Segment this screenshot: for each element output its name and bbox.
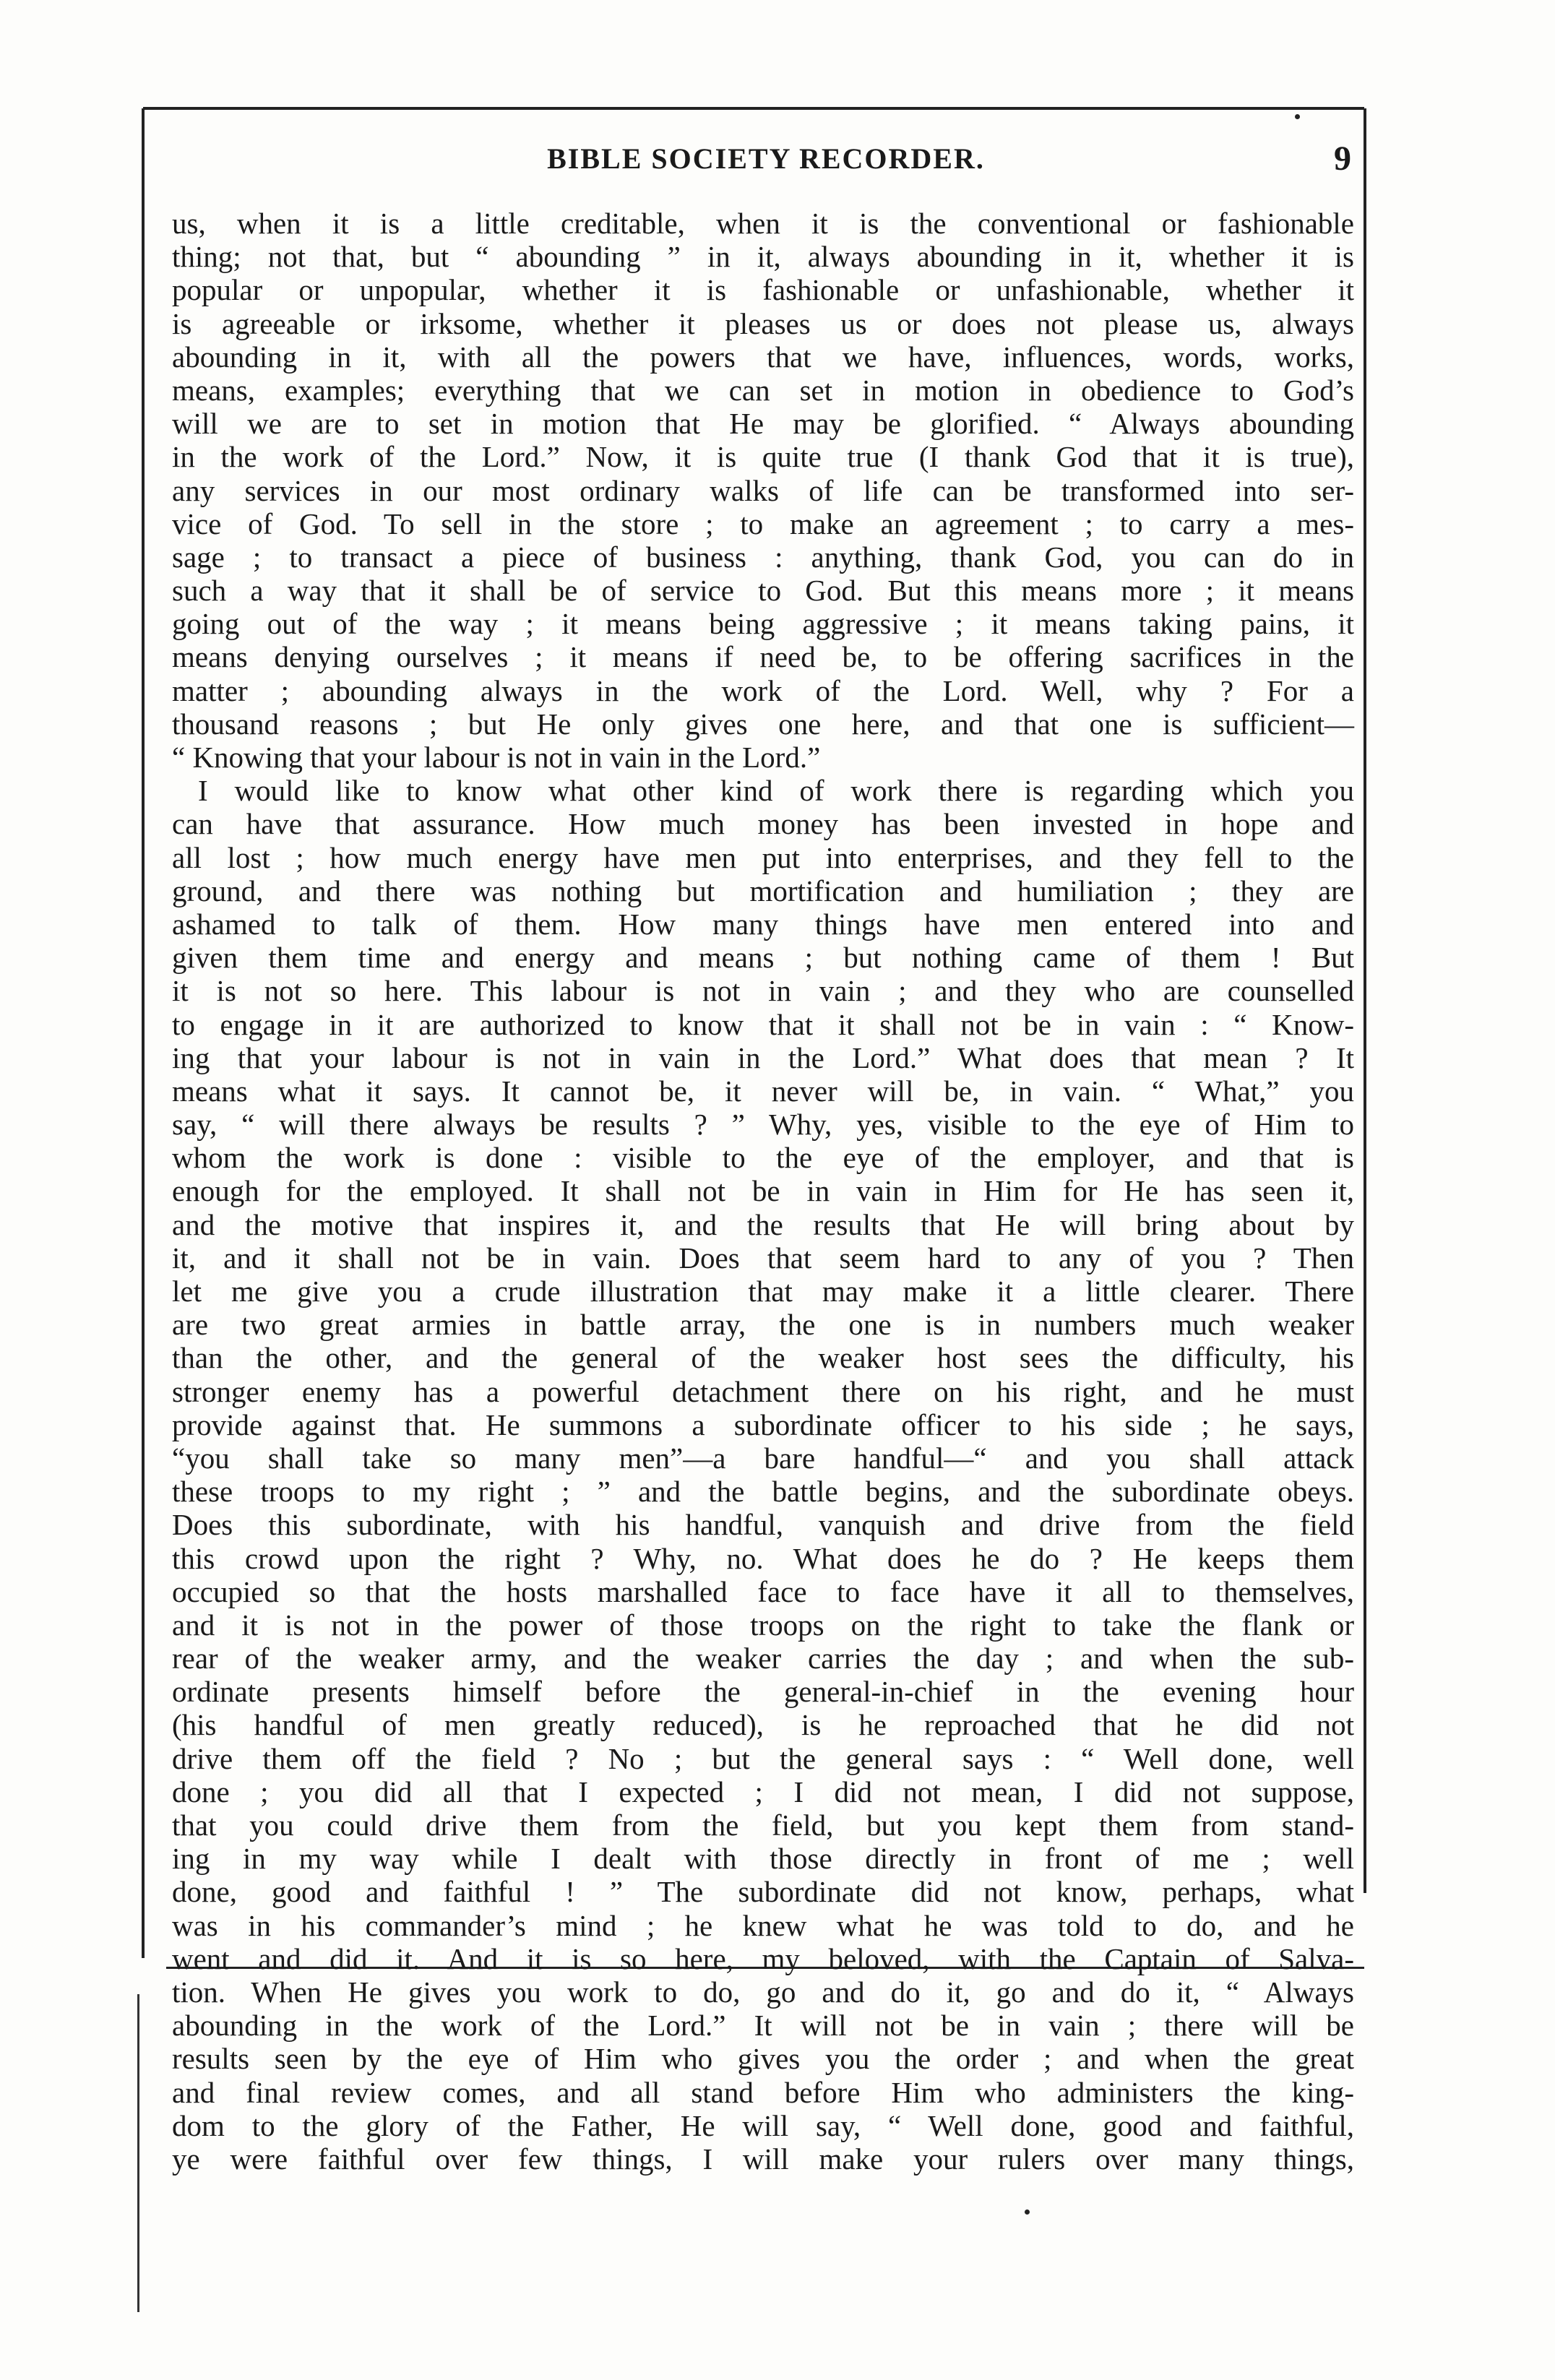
text-line: means, examples; everything that we can set in motion in obedience to God’s bbox=[172, 373, 1354, 407]
text-line: ground, and there was nothing but mortification and humiliation ; they are bbox=[172, 874, 1354, 907]
text-line: I would like to know what other kind of work there is regarding which you bbox=[198, 774, 1354, 808]
text-line: are two great armies in battle array, the one is in numbers much weaker bbox=[172, 1308, 1354, 1342]
text-line: us, when it is a little creditable, when it is the conventional or fashionable bbox=[172, 207, 1354, 240]
text-line: ashamed to talk of them. How many things have men entered into and bbox=[172, 907, 1354, 941]
text-line: this crowd upon the right ? Why, no. What does he do ? He keeps them bbox=[172, 1541, 1354, 1575]
text-line: Does this subordinate, with his handful, vanquish and drive from the field bbox=[172, 1508, 1354, 1542]
text-line: whom the work is done : visible to the eye of the employer, and that is bbox=[172, 1141, 1354, 1175]
article-body bbox=[172, 207, 1354, 2176]
text-line: any services in our most ordinary walks of life can be transformed into ser- bbox=[172, 473, 1354, 507]
text-line: it is not so here. This labour is not in vain ; and they who are counselled bbox=[172, 974, 1354, 1008]
text-line: given them time and energy and means ; but nothing came of them ! But bbox=[172, 941, 1354, 975]
text-line: that you could drive them from the field, but you kept them from stand- bbox=[172, 1808, 1354, 1842]
text-line: let me give you a crude illustration that may make it a little clearer. There bbox=[172, 1275, 1354, 1308]
text-line: enough for the employed. It shall not be in vain in Him for He has seen it, bbox=[172, 1174, 1354, 1208]
text-line: means what it says. It cannot be, it never will be, in vain. “ What,” you bbox=[172, 1074, 1354, 1108]
text-line: rear of the weaker army, and the weaker carries the day ; and when the sub- bbox=[172, 1642, 1354, 1676]
text-line: “you shall take so many men”—a bare handful—“ and you shall attack bbox=[172, 1441, 1354, 1475]
text-line: going out of the way ; it means being aggressive ; it means taking pains, it bbox=[172, 607, 1354, 641]
text-line: means denying ourselves ; it means if need be, to be offering sacrifices in the bbox=[172, 640, 1354, 674]
text-line: such a way that it shall be of service to God. But this means more ; it means bbox=[172, 574, 1354, 608]
left-rule bbox=[142, 108, 145, 1958]
ink-speck bbox=[1025, 2209, 1030, 2215]
text-line: sage ; to transact a piece of business : anything, thank God, you can do in bbox=[172, 540, 1354, 574]
text-line: “ Knowing that your labour is not in vain in the Lord.” bbox=[172, 741, 821, 774]
text-line: in the work of the Lord.” Now, it is quite true (I thank God that it is true), bbox=[172, 440, 1354, 474]
text-line: can have that assurance. How much money has been invested in hope and bbox=[172, 807, 1354, 841]
text-line: tion. When He gives you work to do, go and do it, go and do it, “ Always bbox=[172, 1975, 1354, 2009]
text-line: abounding in the work of the Lord.” It will not be in vain ; there will be bbox=[172, 2009, 1354, 2043]
text-line: and the motive that inspires it, and the results that He will bring about by bbox=[172, 1207, 1354, 1241]
text-line: done, good and faithful ! ” The subordinate did not know, perhaps, what bbox=[172, 1875, 1354, 1909]
text-line: dom to the glory of the Father, He will say, “ Well done, good and faithful, bbox=[172, 2108, 1354, 2142]
text-line: ye were faithful over few things, I will make your rulers over many things, bbox=[172, 2142, 1354, 2176]
text-line: vice of God. To sell in the store ; to make an agreement ; to carry a mes- bbox=[172, 506, 1354, 540]
text-line: all lost ; how much energy have men put into enterprises, and they fell to the bbox=[172, 840, 1354, 874]
text-line: say, “ will there always be results ? ” Why, yes, visible to the eye of Him to bbox=[172, 1108, 1354, 1142]
text-line: abounding in it, with all the powers that we have, influences, words, works, bbox=[172, 340, 1354, 374]
text-line: to engage in it are authorized to know that it shall not be in vain : “ Know- bbox=[172, 1007, 1354, 1041]
text-line: thing; not that, but “ abounding ” in it, always abounding in it, whether it is bbox=[172, 240, 1354, 274]
text-line: ordinate presents himself before the general-in-chief in the evening hour bbox=[172, 1675, 1354, 1709]
text-line: will we are to set in motion that He may be glorified. “ Always abounding bbox=[172, 407, 1354, 441]
text-line: done ; you did all that I expected ; I did not mean, I did not suppose, bbox=[172, 1775, 1354, 1808]
text-line: ing that your labour is not in vain in the Lord.” What does that mean ? It bbox=[172, 1040, 1354, 1074]
text-line: stronger enemy has a powerful detachment there on his right, and he must bbox=[172, 1374, 1354, 1408]
ink-speck bbox=[1295, 114, 1300, 119]
text-line: thousand reasons ; but He only gives one here, and that one is sufficient— bbox=[172, 707, 1354, 741]
text-line: occupied so that the hosts marshalled face to face have it all to themselves, bbox=[172, 1574, 1354, 1608]
text-line: was in his commander’s mind ; he knew what he was told to do, and he bbox=[172, 1908, 1354, 1942]
text-line: than the other, and the general of the weaker host sees the difficulty, his bbox=[172, 1341, 1354, 1375]
text-line: is agreeable or irksome, whether it pleases us or does not please us, always bbox=[172, 306, 1354, 340]
text-line: and it is not in the power of those troops on the right to take the flank or bbox=[172, 1608, 1354, 1642]
text-line: popular or unpopular, whether it is fashionable or unfashionable, whether it bbox=[172, 273, 1354, 307]
top-rule bbox=[143, 107, 1364, 110]
text-line: these troops to my right ; ” and the battle begins, and the subordinate obeys. bbox=[172, 1475, 1354, 1509]
text-line: (his handful of men greatly reduced), is he reproached that he did not bbox=[172, 1708, 1354, 1742]
text-line: results seen by the eye of Him who gives you the order ; and when the great bbox=[172, 2042, 1354, 2076]
left-rule-lower bbox=[137, 1994, 139, 2312]
page-number: 9 bbox=[1334, 139, 1351, 178]
right-rule bbox=[1364, 108, 1366, 1893]
page-header bbox=[166, 139, 1366, 185]
running-head: BIBLE SOCIETY RECORDER. bbox=[547, 142, 985, 175]
text-line: drive them off the field ? No ; but the general says : “ Well done, well bbox=[172, 1741, 1354, 1775]
text-line: went and did it. And it is so here, my beloved, with the Captain of Salva- bbox=[172, 1941, 1354, 1975]
text-line: it, and it shall not be in vain. Does that seem hard to any of you ? Then bbox=[172, 1241, 1354, 1275]
text-line: and final review comes, and all stand before Him who administers the king- bbox=[172, 2075, 1354, 2109]
text-line: matter ; abounding always in the work of the Lord. Well, why ? For a bbox=[172, 673, 1354, 707]
text-line: provide against that. He summons a subordinate officer to his side ; he says, bbox=[172, 1407, 1354, 1441]
text-line: ing in my way while I dealt with those directly in front of me ; well bbox=[172, 1842, 1354, 1876]
